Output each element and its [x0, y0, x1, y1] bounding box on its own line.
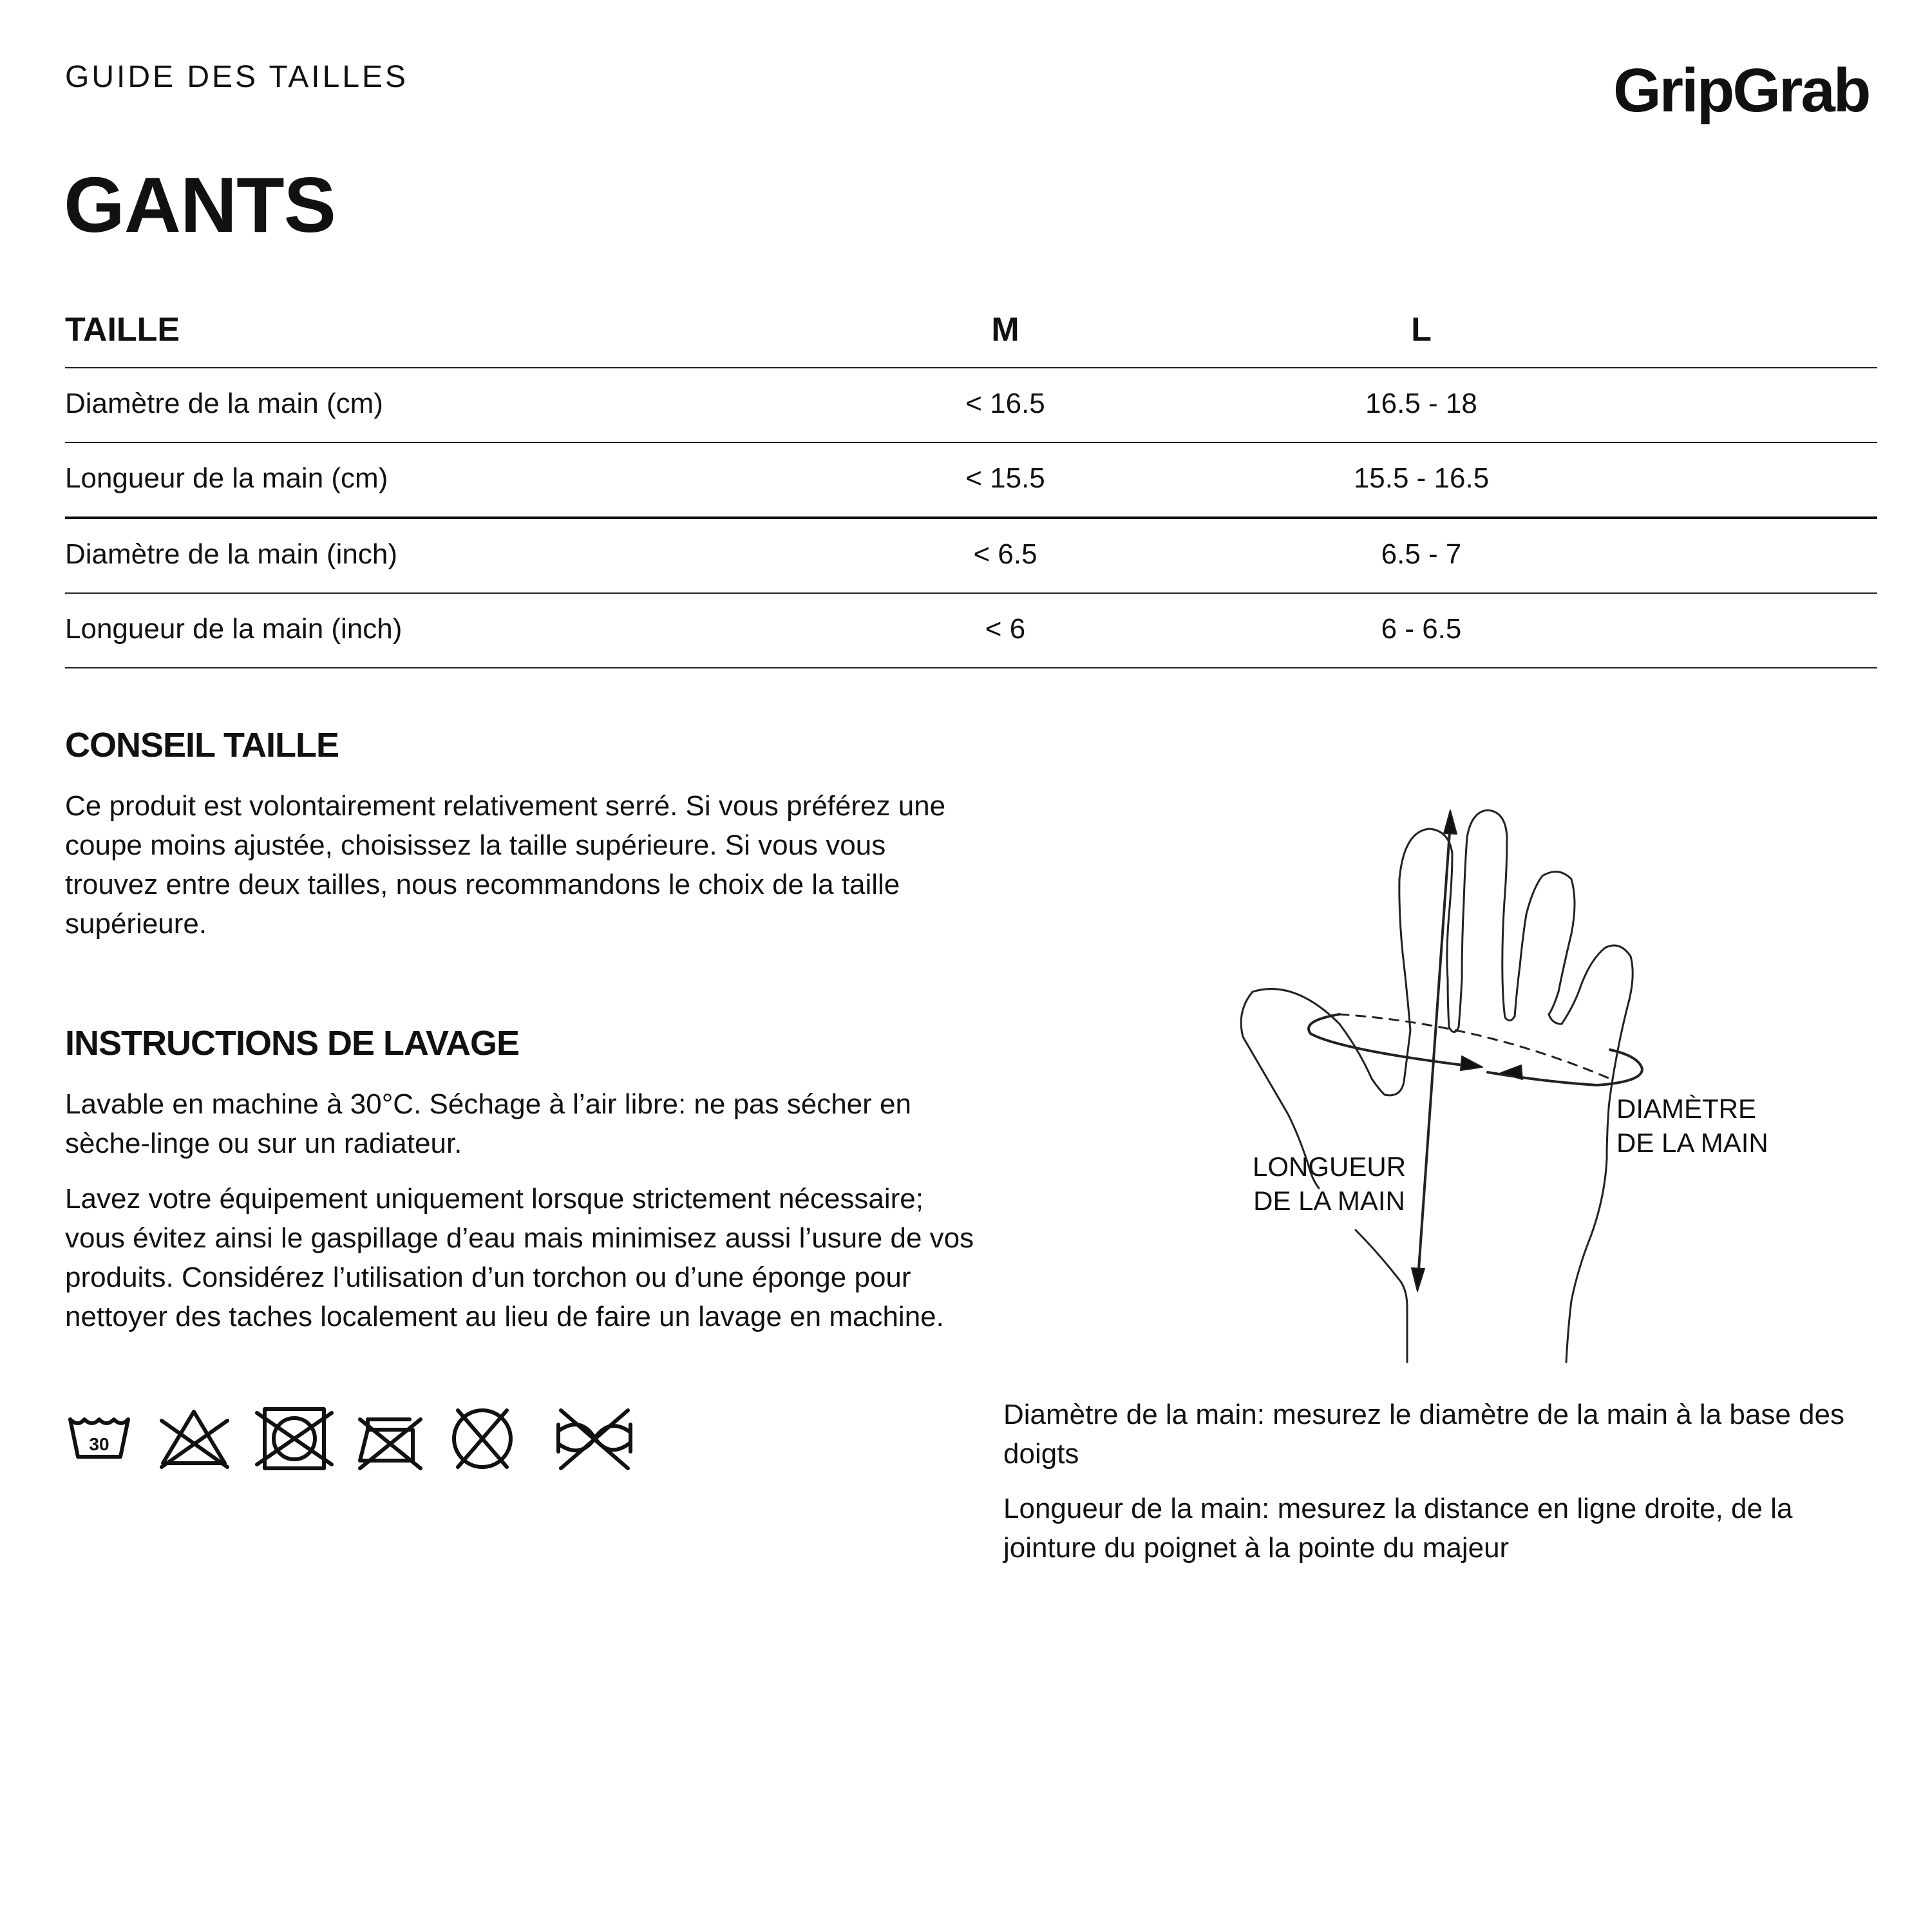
diameter-label — [1616, 1092, 1768, 1160]
no-wring-icon — [558, 1410, 630, 1468]
row-label: Diamètre de la main (inch) — [65, 538, 397, 570]
diameter-instruction: Diamètre de la main: mesurez le diamètre de la main à la base des doigts — [1003, 1399, 1844, 1470]
guide-label: GUIDE DES TAILLES — [65, 60, 409, 94]
cell-l: 15.5 - 16.5 — [1353, 462, 1490, 494]
diameter-ellipse — [1309, 1014, 1642, 1085]
cell-l: 16.5 - 18 — [1365, 388, 1477, 419]
length-label — [1253, 1150, 1406, 1218]
advice-heading: CONSEIL TAILLE — [65, 726, 339, 764]
cell-l: 6.5 - 7 — [1381, 538, 1462, 570]
table-row — [65, 367, 1877, 442]
header-l: L — [1411, 311, 1432, 348]
cell-m: < 16.5 — [965, 388, 1045, 419]
care-icons — [65, 1401, 645, 1472]
wash-temp-label: 30 — [89, 1434, 109, 1454]
length-instruction: Longueur de la main: mesurez la distance en ligne droite, de la jointure du poignet à la pointe du majeur — [1003, 1493, 1793, 1564]
length-label-line2: DE LA MAIN — [1253, 1186, 1405, 1216]
wash-30-icon — [70, 1419, 128, 1457]
length-label-line1: LONGUEUR — [1253, 1151, 1406, 1182]
washing-heading: INSTRUCTIONS DE LAVAGE — [65, 1024, 520, 1063]
hand-diagram — [1146, 721, 1790, 1378]
cell-l: 6 - 6.5 — [1381, 613, 1462, 645]
brand-logo: GripGrab — [1613, 56, 1870, 125]
no-dry-clean-icon — [454, 1410, 511, 1467]
row-label: Longueur de la main (inch) — [65, 613, 402, 645]
row-label: Longueur de la main (cm) — [65, 462, 388, 494]
washing-text: Lavable en machine à 30°C. Séchage à l’air libre: ne pas sécher en sèche-linge ou sur un radiateur. — [65, 1088, 911, 1159]
diameter-label-line2: DE LA MAIN — [1616, 1128, 1768, 1158]
table-row — [65, 442, 1877, 516]
page-title: GANTS — [64, 161, 336, 249]
header-m: M — [991, 311, 1019, 348]
table-row — [65, 592, 1877, 668]
diameter-label-line1: DIAMÈTRE — [1616, 1094, 1757, 1124]
row-label: Diamètre de la main (cm) — [65, 388, 383, 419]
table-header-row — [65, 303, 1877, 367]
no-iron-icon — [360, 1419, 421, 1468]
advice-text: Ce produit est volontairement relativement serré. Si vous préférez une coupe moins ajustée, choisissez la taille supérieure. Si vous vous trouvez entre deux tailles, nous recommandons le choix de la taille supérieure. — [65, 790, 946, 940]
header-size: TAILLE — [65, 311, 180, 348]
table-row — [65, 516, 1877, 592]
cell-m: < 6 — [985, 613, 1026, 645]
no-tumble-dry-icon — [257, 1409, 332, 1468]
cell-m: < 6.5 — [973, 538, 1037, 570]
length-arrow — [1412, 810, 1457, 1291]
hand-outline-icon — [1241, 810, 1633, 1362]
cell-m: < 15.5 — [965, 462, 1045, 494]
size-table — [65, 303, 1877, 668]
washing-text-extended: Lavez votre équipement uniquement lorsque strictement nécessaire; vous évitez ainsi le gaspillage d’eau mais minimisez aussi l’usure de vos produits. Considérez l’utilisation d’un torchon ou d’une éponge pour nettoyer des taches localement au lieu de faire un lavage en machine. — [65, 1183, 974, 1332]
no-bleach-icon — [162, 1412, 227, 1467]
